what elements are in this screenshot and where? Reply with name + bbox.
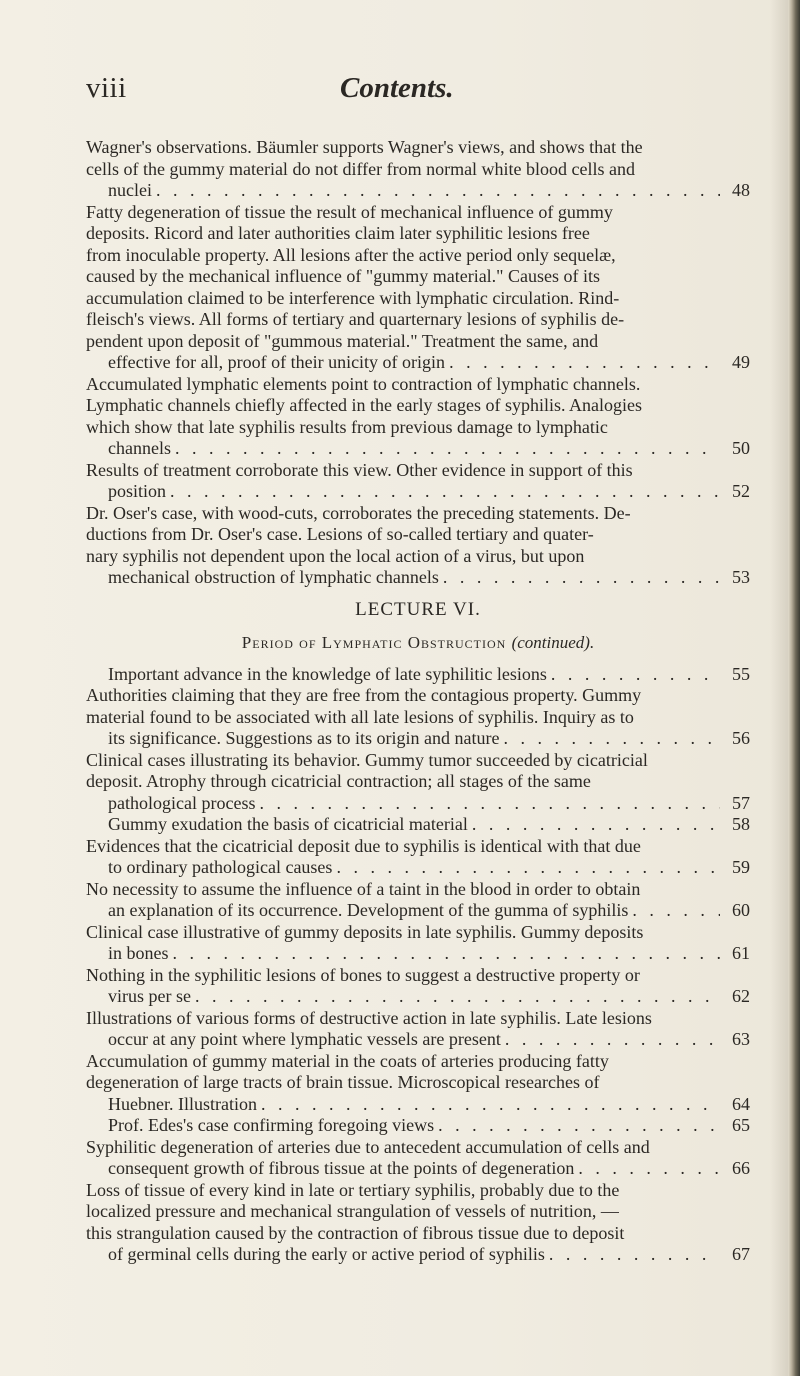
toc-entry-line: from inoculable property. All lesions after the active period only sequelæ, — [86, 244, 616, 265]
toc-entry-line: Accumulation of gummy material in the coats of arteries producing fatty — [86, 1050, 609, 1071]
entries-list-lecture-v — [86, 137, 750, 589]
toc-entry-leader-line — [108, 857, 750, 879]
toc-entry — [86, 503, 750, 589]
toc-entry — [86, 1115, 750, 1137]
toc-entry-leader-line — [108, 986, 750, 1008]
toc-entry-last-line: Prof. Edes's case confirming foregoing views — [108, 1115, 435, 1135]
toc-entry-leader-line — [108, 793, 750, 815]
dot-leader — [195, 986, 720, 1008]
page-gutter-shadow — [770, 0, 788, 1376]
toc-entry-line: No necessity to assume the influence of a taint in the blood in order to obtain — [86, 878, 641, 899]
toc-entry-line: Authorities claiming that they are free from the contagious property. Gummy — [86, 685, 642, 705]
toc-entry-line: nary syphilis not dependent upon the local action of a virus, but upon — [86, 545, 585, 566]
toc-entry-leader-line — [108, 1158, 750, 1180]
toc-entry-line: Results of treatment corroborate this view. Other evidence in support of this — [86, 459, 633, 480]
toc-entry-leader-line — [108, 1029, 750, 1051]
toc-entry — [86, 1137, 750, 1180]
toc-entry — [86, 836, 750, 879]
toc-page-number: 58 — [732, 814, 750, 834]
toc-entry-line: cells of the gummy material do not differ from normal white blood cells and — [86, 158, 636, 179]
dot-leader — [175, 438, 720, 460]
dot-leader — [503, 728, 720, 750]
dot-leader — [156, 180, 720, 202]
section-heading-text: Period of Lymphatic Obstruction — [241, 633, 507, 652]
toc-entry-line: Illustrations of various forms of destructive action in late syphilis. Late lesions — [86, 1007, 652, 1028]
dot-leader — [438, 1115, 720, 1137]
toc-entry-line: Fatty degeneration of tissue the result of mechanical influence of gummy — [86, 201, 613, 222]
toc-entry — [86, 374, 750, 460]
running-title: Contents. — [340, 72, 454, 104]
toc-entry-line: Loss of tissue of every kind in late or tertiary syphilis, probably due to the — [86, 1179, 620, 1200]
toc-entry-leader-line — [108, 814, 750, 836]
toc-entry — [86, 814, 750, 836]
toc-page-number: 60 — [732, 900, 750, 920]
toc-entry-line: deposit. Atrophy through cicatricial contraction; all stages of the same — [86, 771, 591, 791]
toc-entry — [86, 922, 750, 965]
toc-entry-leader-line — [108, 900, 750, 922]
toc-entry-last-line: occur at any point where lymphatic vessels are present — [108, 1029, 501, 1049]
toc-entry — [86, 460, 750, 503]
toc-entry-leader-line — [108, 664, 750, 686]
toc-entry-line: degeneration of large tracts of brain tissue. Microscopical researches of — [86, 1072, 600, 1092]
toc-entry-line: material found to be associated with all late lesions of syphilis. Inquiry as to — [86, 706, 634, 727]
page-header — [86, 72, 760, 112]
toc-entry-line: Clinical case illustrative of gummy deposits in late syphilis. Gummy deposits — [86, 921, 644, 942]
toc-entry-leader-line — [108, 481, 750, 503]
toc-page-number: 49 — [732, 352, 750, 372]
toc-entry-leader-line — [108, 728, 750, 750]
section-heading — [86, 632, 750, 654]
toc-entry-last-line: effective for all, proof of their unicity of origin — [108, 352, 446, 372]
toc-entry-last-line: virus per se — [108, 986, 191, 1006]
dot-leader — [173, 943, 721, 965]
toc-entry-last-line: nuclei — [108, 180, 152, 200]
toc-entry-line: caused by the mechanical influence of "gummy material." Causes of its — [86, 266, 601, 286]
toc-entry-last-line: position — [108, 481, 167, 501]
toc-entry-leader-line — [108, 1244, 750, 1266]
page-folio: viii — [86, 72, 127, 104]
dot-leader — [336, 857, 720, 879]
toc-entry-line: Clinical cases illustrating its behavior. Gummy tumor succeeded by cicatricial — [86, 749, 648, 770]
toc-entry-last-line: of germinal cells during the early or active period of syphilis — [108, 1244, 545, 1264]
toc-entry-last-line: Gummy exudation the basis of cicatricial material — [108, 814, 468, 834]
toc-page-number: 48 — [732, 180, 750, 200]
toc-entry — [86, 879, 750, 922]
dot-leader — [472, 814, 720, 836]
toc-entry-last-line: consequent growth of fibrous tissue at the points of degeneration — [108, 1158, 575, 1178]
dot-leader — [551, 664, 720, 686]
toc-page-number: 53 — [732, 567, 750, 587]
toc-entry-line: Lymphatic channels chiefly affected in the early stages of syphilis. Analogies — [86, 395, 643, 415]
toc-entry-last-line: channels — [108, 438, 171, 458]
toc-entry — [86, 685, 750, 750]
toc-entry — [86, 1008, 750, 1051]
toc-entry-last-line: Important advance in the knowledge of late syphilitic lesions — [108, 663, 547, 684]
toc-entry-last-line: in bones — [108, 943, 169, 963]
toc-entry-line: Evidences that the cicatricial deposit due to syphilis is identical with that due — [86, 835, 641, 856]
lecture-heading: LECTURE VI. — [355, 598, 481, 620]
toc-entry-line: pendent upon deposit of "gummous material." Treatment the same, and — [86, 330, 599, 351]
toc-entry-leader-line — [108, 438, 750, 460]
dot-leader — [549, 1244, 720, 1266]
toc-page-number: 66 — [732, 1158, 750, 1178]
toc-entry — [86, 750, 750, 815]
entries-list-lecture-vi — [86, 664, 750, 1266]
toc-page-number: 65 — [732, 1115, 750, 1135]
toc-page-number: 59 — [732, 857, 750, 877]
dot-leader — [632, 900, 720, 922]
toc-entry-leader-line — [108, 1094, 750, 1116]
toc-entry-line: Wagner's observations. Bäumler supports Wagner's views, and shows that the — [86, 137, 643, 157]
toc-page-number: 67 — [732, 1244, 750, 1264]
toc-entry-line: Nothing in the syphilitic lesions of bones to suggest a destructive property or — [86, 964, 640, 985]
toc-entry-line: localized pressure and mechanical strangulation of vessels of nutrition, — — [86, 1201, 619, 1221]
toc-entry-last-line: its significance. Suggestions as to its origin and nature — [108, 728, 500, 748]
toc-page-number: 62 — [732, 986, 750, 1006]
dot-leader — [261, 1094, 720, 1116]
contents-body — [86, 137, 750, 1266]
toc-entry-line: deposits. Ricord and later authorities claim later syphilitic lesions free — [86, 223, 590, 243]
dot-leader — [443, 567, 720, 589]
dot-leader — [170, 481, 720, 503]
toc-entry-line: which show that late syphilis results from previous damage to lymphatic — [86, 416, 608, 437]
section-heading-continued: (continued). — [511, 633, 595, 652]
toc-entry — [86, 664, 750, 686]
dot-leader — [259, 793, 720, 815]
toc-entry-line: Accumulated lymphatic elements point to contraction of lymphatic channels. — [86, 373, 641, 394]
toc-entry-last-line: to ordinary pathological causes — [108, 857, 333, 877]
toc-entry-line: Syphilitic degeneration of arteries due to antecedent accumulation of cells and — [86, 1136, 650, 1157]
toc-entry-leader-line — [108, 1115, 750, 1137]
toc-page-number: 52 — [732, 481, 750, 501]
toc-entry — [86, 1180, 750, 1266]
toc-entry-leader-line — [108, 943, 750, 965]
toc-page-number: 57 — [732, 792, 750, 813]
toc-entry-last-line: an explanation of its occurrence. Development of the gumma of syphilis — [108, 900, 629, 920]
toc-entry — [86, 202, 750, 374]
toc-page-number: 61 — [732, 943, 750, 963]
toc-page-number: 56 — [732, 728, 750, 748]
toc-entry — [86, 965, 750, 1008]
toc-entry — [86, 1051, 750, 1116]
dot-leader — [578, 1158, 720, 1180]
toc-page-number: 50 — [732, 438, 750, 458]
page-edge — [788, 0, 800, 1376]
toc-entry-last-line: mechanical obstruction of lymphatic channels — [108, 567, 439, 587]
toc-page-number: 64 — [732, 1093, 750, 1114]
toc-entry-line: fleisch's views. All forms of tertiary and quarternary lesions of syphilis de- — [86, 309, 625, 329]
toc-entry-line: ductions from Dr. Oser's case. Lesions of so-called tertiary and quater- — [86, 524, 594, 544]
toc-page-number: 55 — [732, 663, 750, 684]
toc-entry — [86, 137, 750, 202]
toc-entry-last-line: Huebner. Illustration — [108, 1093, 257, 1114]
toc-entry-line: this strangulation caused by the contraction of fibrous tissue due to deposit — [86, 1222, 625, 1243]
dot-leader — [449, 352, 720, 374]
toc-entry-leader-line — [108, 180, 750, 202]
toc-page-number: 63 — [732, 1029, 750, 1049]
toc-entry-leader-line — [108, 352, 750, 374]
dot-leader — [505, 1029, 720, 1051]
toc-entry-line: Dr. Oser's case, with wood-cuts, corroborates the preceding statements. De- — [86, 502, 631, 523]
toc-entry-line: accumulation claimed to be interference with lymphatic circulation. Rind- — [86, 287, 620, 308]
toc-entry-last-line: pathological process — [108, 792, 256, 813]
toc-entry-leader-line — [108, 567, 750, 589]
